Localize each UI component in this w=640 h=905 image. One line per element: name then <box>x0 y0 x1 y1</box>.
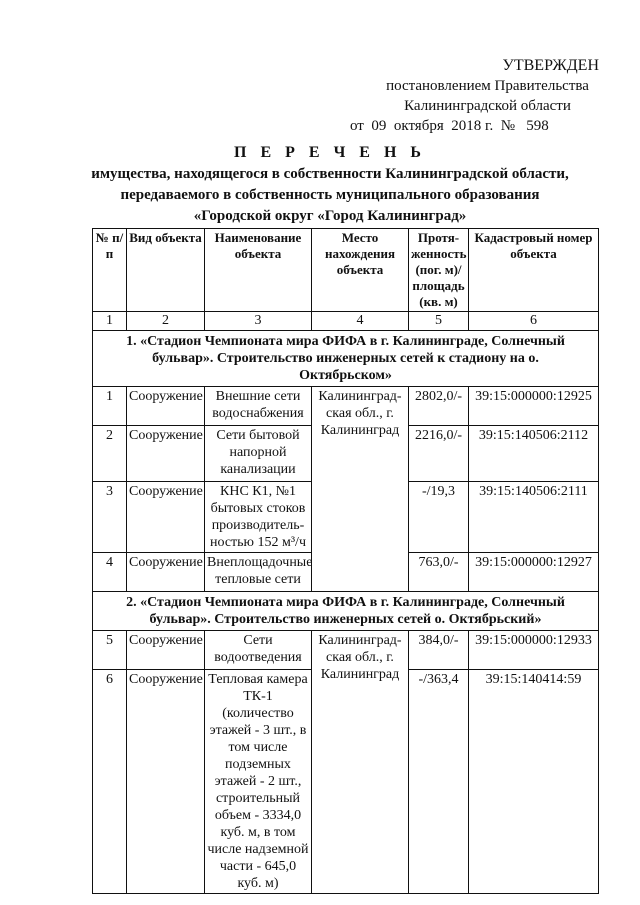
row-type: Сооружение <box>127 482 205 553</box>
row-number: 5 <box>93 631 127 670</box>
column-number: 1 <box>93 312 127 331</box>
row-size: 2802,0/- <box>409 387 469 426</box>
row-name: Внешние сети водоснабжения <box>205 387 312 426</box>
header-type: Вид объекта <box>127 229 205 312</box>
approved-label: УТВЕРЖДЕН <box>502 57 599 74</box>
row-number: 3 <box>93 482 127 553</box>
header-location: Место нахождения объекта <box>312 229 409 312</box>
row-cadastre: 39:15:140506:2111 <box>469 482 599 553</box>
section-1-location: Калининград-ская обл., г. Калининград <box>312 387 409 592</box>
row-cadastre: 39:15:000000:12933 <box>469 631 599 670</box>
document-title <box>70 142 590 227</box>
row-size: 763,0/- <box>409 553 469 592</box>
row-number: 2 <box>93 426 127 482</box>
document-number: 598 <box>526 118 549 134</box>
table-row <box>93 387 599 426</box>
row-name: Тепловая камера ТК-1 (количество этажей - 3 шт., в том числе подземных этажей - 2 шт., строительный объем - 3334,0 куб. м, в том числе надземной части - 645,0 куб. м) <box>205 670 312 894</box>
header-row <box>93 229 599 312</box>
row-type: Сооружение <box>127 426 205 482</box>
section-2-location: Калининград-ская обл., г. Калининград <box>312 631 409 894</box>
section-row <box>93 592 599 631</box>
row-size: 384,0/- <box>409 631 469 670</box>
header-cadastre: Кадастровый номер объекта <box>469 229 599 312</box>
row-size: -/363,4 <box>409 670 469 894</box>
column-number: 6 <box>469 312 599 331</box>
row-type: Сооружение <box>127 387 205 426</box>
approval-region: Калининградской области <box>404 98 571 114</box>
row-name: Сети бытовой напорной канализации <box>205 426 312 482</box>
row-cadastre: 39:15:140506:2112 <box>469 426 599 482</box>
row-cadastre: 39:15:000000:12927 <box>469 553 599 592</box>
row-number: 6 <box>93 670 127 894</box>
column-number-row <box>93 312 599 331</box>
date-month: октября <box>393 118 444 134</box>
row-type: Сооружение <box>127 670 205 894</box>
property-table <box>92 228 599 894</box>
column-number: 5 <box>409 312 469 331</box>
title-line-2: передаваемого в собственность муниципального образования <box>120 187 540 203</box>
section-1-title: 1. «Стадион Чемпионата мира ФИФА в г. Калининграде, Солнечный бульвар». Строительство инженерных сетей к стадиону на о. Октябрьском» <box>93 331 599 387</box>
row-name: Сети водоотведения <box>205 631 312 670</box>
header-size: Протя-женность (пог. м)/ площадь (кв. м) <box>409 229 469 312</box>
header-name: Наименование объекта <box>205 229 312 312</box>
table-row <box>93 631 599 670</box>
title-line-1: имущества, находящегося в собственности Калининградской области, <box>91 166 569 182</box>
row-type: Сооружение <box>127 631 205 670</box>
title-heading: П Е Р Е Ч Е Н Ь <box>234 144 426 161</box>
row-size: 2216,0/- <box>409 426 469 482</box>
title-line-3: «Городской округ «Город Калининград» <box>193 208 467 224</box>
section-row <box>93 331 599 387</box>
row-name: Внеплощадочные тепловые сети <box>205 553 312 592</box>
row-size: -/19,3 <box>409 482 469 553</box>
header-number: № п/п <box>93 229 127 312</box>
date-year: 2018 г. <box>451 118 494 134</box>
column-number: 3 <box>205 312 312 331</box>
date-prefix: от <box>350 118 364 134</box>
row-type: Сооружение <box>127 553 205 592</box>
column-number: 2 <box>127 312 205 331</box>
row-cadastre: 39:15:140414:59 <box>469 670 599 894</box>
approval-date-line <box>330 116 605 136</box>
date-day: 09 <box>371 118 387 134</box>
number-sign: № <box>500 118 516 134</box>
row-name: КНС К1, №1 бытовых стоков производитель-ностью 152 м³/ч <box>205 482 312 553</box>
row-number: 4 <box>93 553 127 592</box>
approval-authority: постановлением Правительства <box>386 78 589 94</box>
approval-block <box>330 56 605 136</box>
section-2-title: 2. «Стадион Чемпионата мира ФИФА в г. Калининграде, Солнечный бульвар». Строительство инженерных сетей о. Октябрьский» <box>93 592 599 631</box>
column-number: 4 <box>312 312 409 331</box>
row-cadastre: 39:15:000000:12925 <box>469 387 599 426</box>
row-number: 1 <box>93 387 127 426</box>
